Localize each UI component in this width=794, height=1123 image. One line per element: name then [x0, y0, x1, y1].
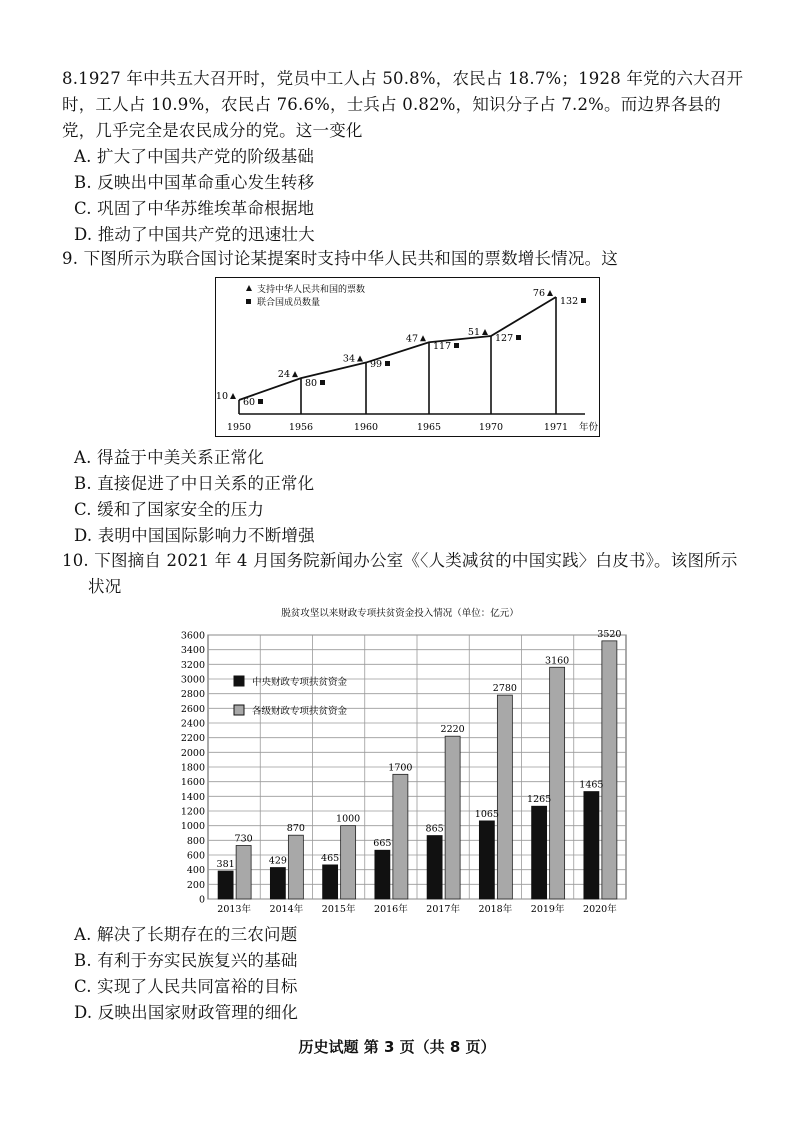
- poverty-fund-chart: [170, 603, 630, 918]
- x-tick-label: 2019年: [530, 904, 565, 915]
- x-tick-label: 2020年: [583, 904, 617, 915]
- bar-central: [375, 850, 390, 899]
- bar-central: [479, 821, 494, 899]
- question-8-stem-line: 8.1927 年中共五大召开时，党员中工人占 50.8%，农民占 18.7%；1928 年党的六大召开: [62, 69, 744, 88]
- bar-all-levels: [236, 845, 251, 899]
- question-10-options: [74, 922, 754, 1026]
- vote-point-marker: [420, 335, 426, 341]
- x-tick-label: 2013年: [217, 904, 251, 915]
- member-value-label: 117: [433, 341, 452, 352]
- x-tick-label: 1970: [478, 422, 504, 433]
- bar-value-label-central: 429: [268, 855, 287, 867]
- x-tick-label: 1965: [416, 422, 442, 433]
- vote-point-marker: [357, 356, 363, 362]
- question-10: [62, 548, 762, 600]
- question-9-stem: 9. 下图所示为联合国讨论某提案时支持中华人民共和国的票数增长情况。这: [62, 249, 618, 268]
- chart-legend: [246, 283, 365, 308]
- question-8-option-d: D. 推动了中国共产党的迅速壮大: [74, 225, 315, 244]
- bar-all-levels: [550, 667, 565, 899]
- y-tick-label: 1600: [180, 777, 205, 789]
- bar-value-label-all-levels: 1700: [388, 762, 413, 774]
- chart-title: 脱贫攻坚以来财政专项扶贫资金投入情况（单位：亿元）: [281, 608, 519, 619]
- vote-value-label: 34: [342, 353, 355, 365]
- bar-value-label-central: 465: [321, 852, 340, 864]
- bar-value-label-all-levels: 2220: [440, 724, 465, 736]
- x-tick-label: 1950: [226, 422, 252, 433]
- y-tick-label: 2000: [180, 747, 205, 759]
- question-9-option-d: D. 表明中国国际影响力不断增强: [74, 526, 315, 545]
- x-tick-label: 2017年: [426, 904, 460, 915]
- x-tick-label: 2018年: [478, 904, 513, 915]
- y-tick-label: 3400: [180, 645, 205, 657]
- legend-square-marker: [246, 299, 251, 304]
- x-tick-label: 2016年: [374, 904, 408, 915]
- legend-swatch-all-levels: [234, 705, 244, 715]
- member-point-marker: [516, 335, 521, 340]
- bar-central: [323, 865, 338, 899]
- y-tick-label: 2800: [180, 689, 205, 701]
- question-9-options: [74, 445, 754, 549]
- y-tick-label: 1800: [180, 762, 205, 774]
- question-10-stem-line: 状况: [88, 577, 122, 596]
- question-9-option-b: B. 直接促进了中日关系的正常化: [74, 474, 315, 493]
- bar-value-label-all-levels: 730: [234, 833, 253, 845]
- y-tick-label: 3200: [180, 659, 205, 671]
- question-9-option-a: A. 得益于中美关系正常化: [74, 448, 265, 467]
- vote-point-marker: [482, 329, 488, 335]
- bar-value-label-all-levels: 3160: [545, 655, 570, 667]
- un-votes-chart: [215, 277, 600, 437]
- bar-all-levels: [445, 736, 460, 899]
- vote-value-label: 10: [215, 391, 228, 402]
- page-footer: 历史试题 第 3 页（共 8 页）: [298, 1038, 496, 1056]
- y-tick-label: 1000: [180, 821, 205, 833]
- y-tick-label: 3000: [180, 674, 205, 686]
- legend-label-all-levels: 各级财政专项扶贫资金: [252, 706, 348, 717]
- question-8-option-b: B. 反映出中国革命重心发生转移: [74, 173, 315, 192]
- bar-value-label-central: 1465: [579, 779, 604, 791]
- bar-all-levels: [497, 695, 512, 899]
- x-tick-label: 1956: [288, 422, 314, 433]
- y-tick-label: 600: [186, 850, 205, 862]
- bar-value-label-central: 665: [373, 838, 392, 850]
- question-10-option-a: A. 解决了长期存在的三农问题: [74, 925, 298, 944]
- legend-triangle-marker: [246, 285, 252, 291]
- question-8-option-a: A. 扩大了中国共产党的阶级基础: [74, 147, 315, 166]
- legend-swatch-central: [234, 676, 244, 686]
- vote-point-marker: [547, 290, 553, 296]
- vote-value-label: 47: [405, 333, 418, 345]
- bar-central: [584, 792, 599, 899]
- question-10-stem-line: 10. 下图摘自 2021 年 4 月国务院新闻办公室《〈人类减贫的中国实践〉白皮书》。该图所示: [62, 551, 738, 570]
- votes-series-line: [239, 297, 556, 400]
- member-point-marker: [454, 343, 459, 348]
- legend-label-votes: 支持中华人民共和国的票数: [257, 285, 366, 295]
- question-9: [62, 246, 762, 272]
- bar-value-label-central: 381: [216, 859, 235, 871]
- bar-central: [270, 868, 285, 899]
- bar-value-label-all-levels: 3520: [597, 628, 622, 640]
- legend-label-members: 联合国成员数量: [257, 298, 321, 308]
- legend-label-central: 中央财政专项扶贫资金: [252, 677, 348, 688]
- x-axis-label: 年份: [579, 422, 599, 433]
- bar-central: [218, 871, 233, 899]
- x-tick-label: 1960: [353, 422, 379, 433]
- y-tick-label: 0: [198, 894, 205, 906]
- vote-value-label: 24: [277, 369, 290, 381]
- question-10-option-d: D. 反映出国家财政管理的细化: [74, 1003, 299, 1022]
- member-value-label: 132: [560, 296, 579, 307]
- question-8: [62, 66, 762, 248]
- y-tick-label: 2200: [180, 733, 205, 745]
- question-8-option-c: C. 巩固了中华苏维埃革命根据地: [74, 199, 315, 218]
- y-tick-label: 400: [186, 865, 205, 877]
- bar-all-levels: [288, 835, 303, 899]
- bar-central: [532, 806, 547, 899]
- bar-value-label-central: 1065: [474, 808, 499, 820]
- y-tick-label: 3600: [180, 630, 205, 642]
- bar-central: [427, 836, 442, 899]
- member-point-marker: [581, 298, 586, 303]
- bar-value-label-all-levels: 2780: [492, 683, 517, 695]
- bar-value-label-central: 865: [425, 823, 444, 835]
- y-tick-label: 1400: [180, 791, 205, 803]
- y-tick-label: 1200: [180, 806, 205, 818]
- bar-all-levels: [393, 774, 408, 899]
- member-point-marker: [320, 380, 325, 385]
- bar-all-levels: [341, 826, 356, 899]
- member-point-marker: [385, 361, 390, 366]
- question-10-option-b: B. 有利于夯实民族复兴的基础: [74, 951, 298, 970]
- member-value-label: 60: [243, 397, 256, 408]
- bar-value-label-all-levels: 870: [286, 823, 305, 835]
- member-value-label: 127: [495, 333, 514, 344]
- y-tick-label: 2600: [180, 703, 205, 715]
- y-tick-label: 800: [186, 835, 205, 847]
- member-value-label: 80: [305, 378, 318, 389]
- x-tick-label: 2014年: [269, 904, 304, 915]
- member-point-marker: [258, 399, 263, 404]
- x-tick-label: 1971: [543, 422, 569, 433]
- vote-value-label: 76: [532, 288, 545, 299]
- y-tick-label: 200: [186, 879, 205, 891]
- bar-value-label-all-levels: 1000: [336, 813, 361, 825]
- bar-all-levels: [602, 641, 617, 899]
- vote-point-marker: [292, 371, 298, 377]
- question-10-option-c: C. 实现了人民共同富裕的目标: [74, 977, 298, 996]
- x-tick-label: 2015年: [321, 904, 356, 915]
- y-tick-label: 2400: [180, 718, 205, 730]
- vote-value-label: 51: [467, 327, 480, 339]
- vote-point-marker: [230, 393, 236, 399]
- question-8-stem-line: 党，几乎完全是农民成分的党。这一变化: [62, 121, 363, 140]
- question-9-option-c: C. 缓和了国家安全的压力: [74, 500, 265, 519]
- bar-value-label-central: 1265: [527, 794, 552, 806]
- question-8-stem-line: 时，工人占 10.9%，农民占 76.6%，士兵占 0.82%，知识分子占 7.2%。而边界各县的: [62, 95, 721, 114]
- member-value-label: 99: [370, 359, 383, 370]
